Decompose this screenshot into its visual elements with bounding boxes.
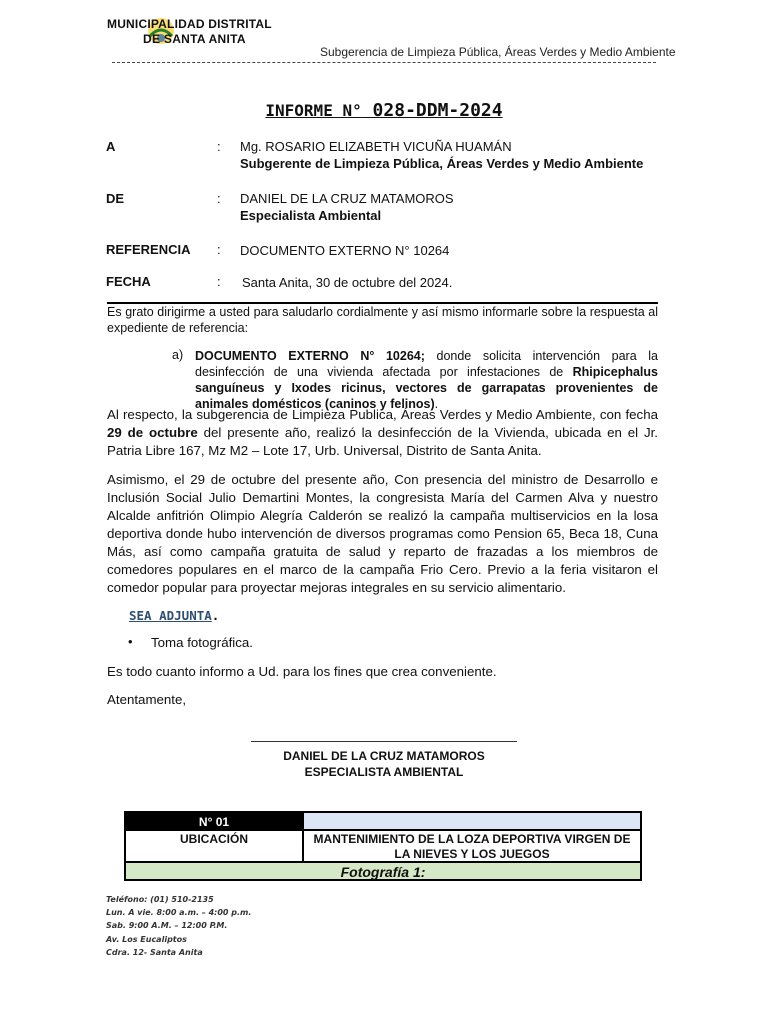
footer-telefono: Teléfono: (01) 510-2135 [106,895,214,904]
p2-bold: 29 de octubre [107,425,198,440]
signature-role: ESPECIALISTA AMBIENTAL [304,765,464,779]
table-number-cell: N° 01 [125,812,303,830]
item-a-end: . [434,397,439,411]
item-a-bold: DOCUMENTO EXTERNO N° 10264; [195,349,425,363]
attachment-item: Toma fotográfica. [151,635,253,650]
item-a-bold2: Rhipicephalus sanguíneus y Ixodes ricinus, vectores de garrapatas provenientes de animales domésticos (caninos y felinos) [195,365,658,411]
table-blank-cell [303,812,641,830]
header-subgerencia: Subgerencia de Limpieza Pública, Áreas Verdes y Medio Ambiente [320,45,676,59]
signature-line [251,741,517,742]
p2-part-b: del presente año, realizó la desinfección de la Vivienda, ubicada en el Jr. Patria Libre 167, Mz M2 – Lote 17, Urb. Universal, Distrito de Santa Anita. [107,425,658,458]
municipality-name-line2: DE SANTA ANITA [143,32,246,46]
atentamente: Atentamente, [107,692,187,707]
sender-role: Especialista Ambiental [240,208,382,223]
municipality-name-line1: MUNICIPALIDAD DISTRITAL [107,17,272,31]
item-a-body: donde solicita intervención para la desinfección de una vivienda afectada por infestaciones de [195,349,658,379]
table-ubicacion-cell: UBICACIÓN [125,830,303,862]
field-de-label: DE [106,191,125,206]
field-fecha-label: FECHA [106,274,151,289]
signature-name: DANIEL DE LA CRUZ MATAMOROS [283,749,485,763]
field-a-colon: : [217,139,221,154]
header-divider [112,62,656,63]
recipient-role: Subgerente de Limpieza Pública, Áreas Verdes y Medio Ambiente [240,156,644,171]
reference-value: DOCUMENTO EXTERNO N° 10264 [240,243,450,258]
field-de-value [240,190,454,224]
sea-adjunta-heading [129,608,219,623]
bullet-icon: • [128,634,133,649]
item-a-text [195,348,658,412]
field-ref-colon: : [217,242,221,257]
paragraph-asimismo: Asimismo, el 29 de octubre del presente año, Con presencia del ministro de Desarrollo e Inclusión Social Julio Demartini Montes, la congresista María del Carmen Alva y nuestro Alcalde anfitrión Olimpio Alegría Calderón se realizó la campaña multiservicios en la losa deportiva donde hubo intervención de diversos programas como Pension 65, Beca 18, Cuna Más, así como campaña gratuita de salud y reparto de frazadas a los miembros de comedores populares en el marco de la campaña Frio Cero. Previo a la feria visitaron el comedor popular para proyectar mejoras integrales en su servicio alimentario. [107,472,658,595]
title-prefix: INFORME N° [265,101,362,120]
footer-direccion-1: Av. Los Eucaliptos [106,935,187,944]
field-a-value [240,138,643,172]
item-a-marker: a) [172,348,184,362]
paragraph-respecto [107,406,658,460]
closing-paragraph: Es todo cuanto informo a Ud. para los fines que crea conveniente. [107,664,497,679]
document-title [0,100,768,121]
table-row [125,830,641,862]
sender-name: DANIEL DE LA CRUZ MATAMOROS [240,191,454,206]
footer-horario-2: Sab. 9:00 A.M. – 12:00 P.M. [106,921,228,930]
table-mantenimiento-cell: MANTENIMIENTO DE LA LOZA DEPORTIVA VIRGEN DE LA NIEVES Y LOS JUEGOS [303,830,641,862]
fecha-value: Santa Anita, 30 de octubre del 2024. [242,275,453,290]
table-row [125,862,641,880]
recipient-name: Mg. ROSARIO ELIZABETH VICUÑA HUAMÁN [240,139,512,154]
field-a-label: A [106,139,116,154]
adjunta-label: SEA ADJUNTA [129,608,212,623]
title-number: 028-DDM-2024 [361,100,503,121]
field-ref-label: REFERENCIA [106,242,191,257]
adjunta-dot: . [211,608,220,623]
field-de-colon: : [217,191,221,206]
table-row [125,812,641,830]
footer-direccion-2: Cdra. 12- Santa Anita [106,948,203,957]
footer-horario-1: Lun. A vie. 8:00 a.m. – 4:00 p.m. [106,908,252,917]
photo-table [124,811,642,881]
field-fecha-colon: : [217,274,221,289]
p2-part-a: Al respecto, la subgerencia de Limpieza Publica, Áreas Verdes y Medio Ambiente, con fecha [107,407,658,422]
intro-paragraph: Es grato dirigirme a usted para saludarlo cordialmente y así mismo informarle sobre la respuesta al expediente de referencia: [107,305,658,335]
table-fotografia-cell: Fotografía 1: [125,862,641,880]
